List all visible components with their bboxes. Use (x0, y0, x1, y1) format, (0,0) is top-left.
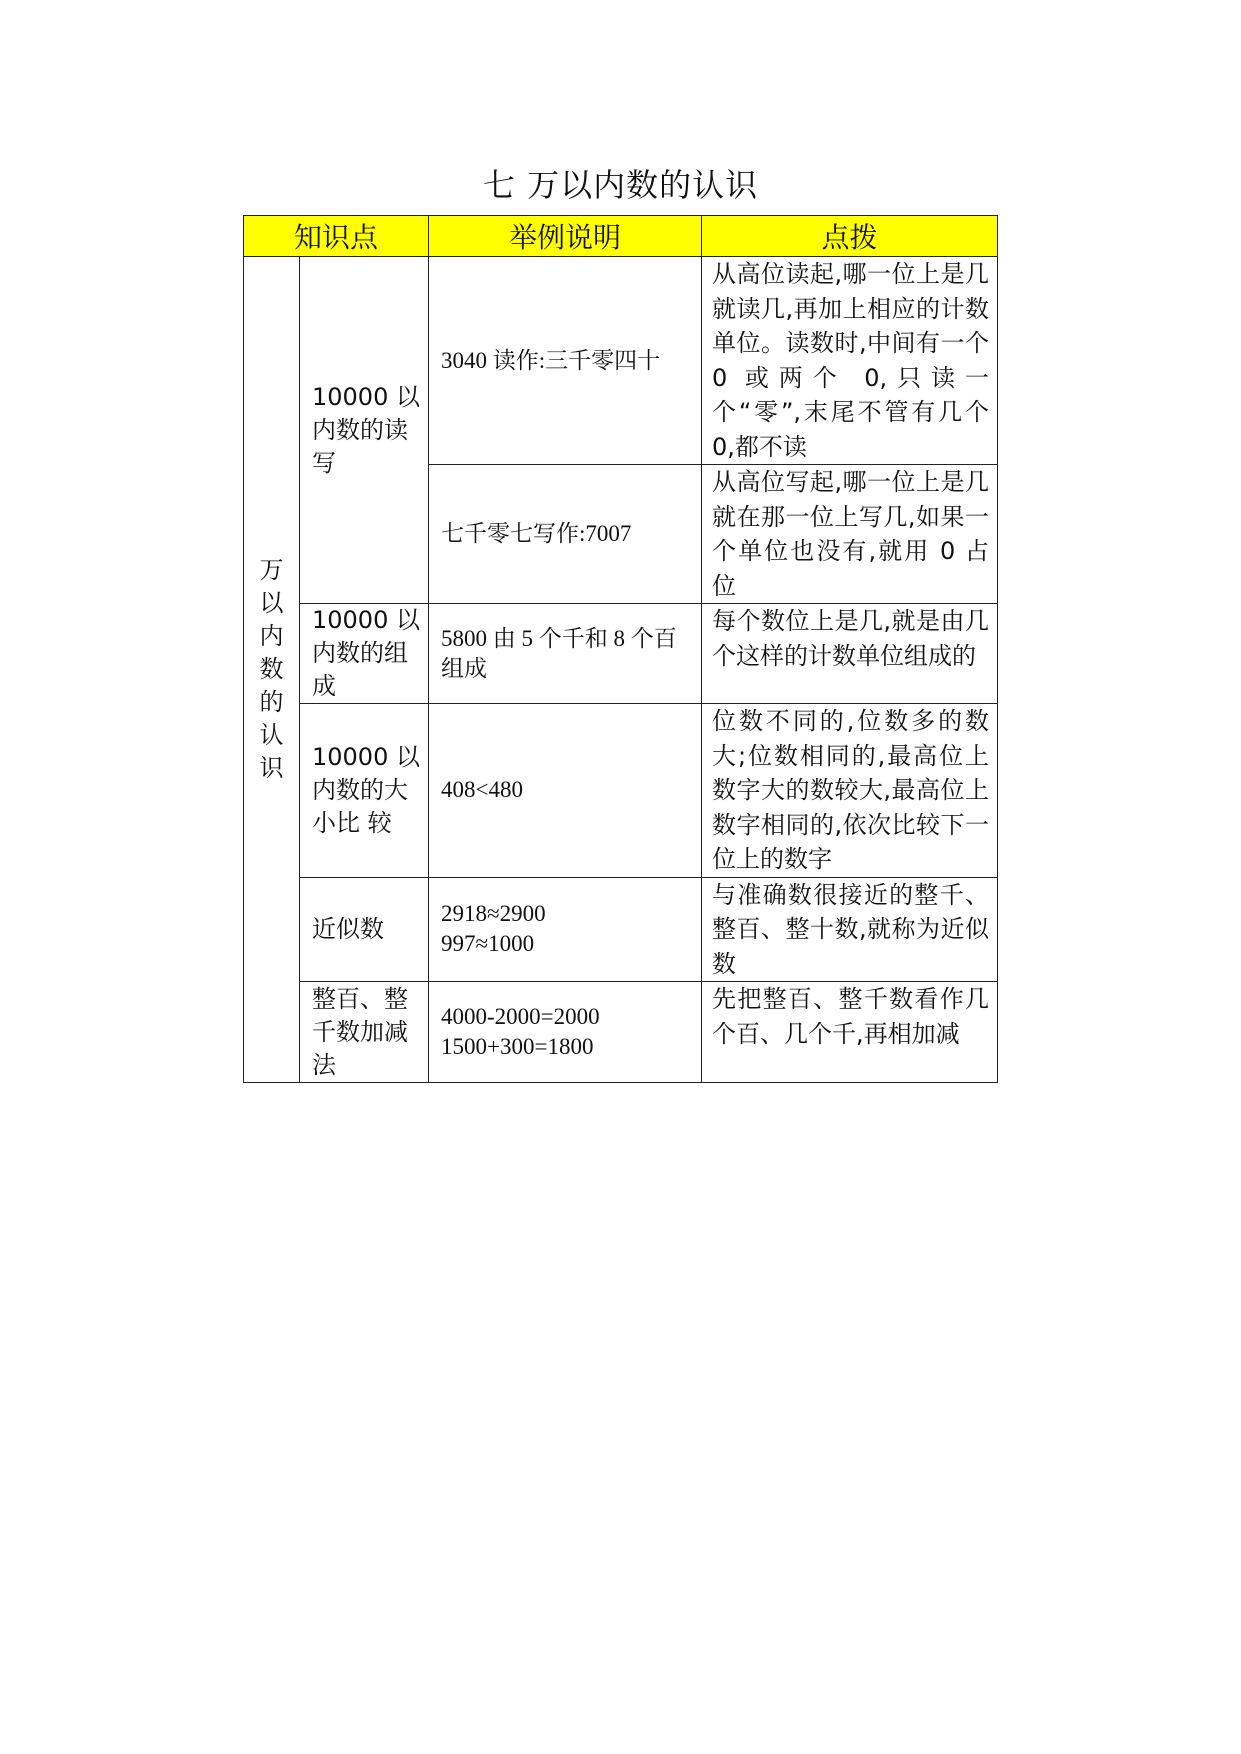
example-text: 5800 由 5 个千和 8 个百组成 (441, 625, 677, 681)
knowledge-table (243, 215, 998, 1083)
knowledge-point-cell: 近似数 (300, 877, 429, 982)
knowledge-point-cell: 整百、整千数加减法 (300, 982, 429, 1083)
table-row (244, 604, 998, 704)
table-row (244, 704, 998, 878)
table-row (244, 877, 998, 982)
example-cell (429, 877, 702, 982)
page-title: 七 万以内数的认识 (482, 166, 759, 204)
example-text: 七千零七写作:7007 (441, 521, 632, 546)
tip-cell: 位数不同的,位数多的数大;位数相同的,最高位上数字大的数较大,最高位上数字相同的,依次比较下一位上的数字 (702, 704, 998, 878)
example-cell (429, 982, 702, 1083)
knowledge-point-cell: 10000 以内数的读写 (300, 257, 429, 604)
example-text: 408<480 (441, 777, 523, 803)
example-cell (429, 465, 702, 604)
tip-cell: 从高位写起,哪一位上是几就在那一位上写几,如果一个单位也没有,就用 0 占位 (702, 465, 998, 604)
header-knowledge-point: 知识点 (244, 216, 429, 257)
tip-cell: 与准确数很接近的整千、整百、整十数,就称为近似数 (702, 877, 998, 982)
example-cell (429, 257, 702, 465)
example-text: 2918≈2900 997≈1000 (441, 901, 546, 957)
topic-label: 万以内数的认识 (259, 556, 284, 782)
knowledge-point-cell: 10000 以内数的组成 (300, 604, 429, 704)
table-row (244, 982, 998, 1083)
example-text: 3040 读作:三千零四十 (441, 347, 661, 373)
example-text: 4000-2000=2000 1500+300=1800 (441, 1004, 600, 1059)
header-tip: 点拨 (702, 216, 998, 257)
header-example: 举例说明 (429, 216, 702, 257)
example-cell (429, 704, 702, 878)
tip-cell: 先把整百、整千数看作几个百、几个千,再相加减 (702, 982, 998, 1083)
example-cell (429, 604, 702, 704)
topic-cell (244, 257, 300, 1083)
table-header-row (244, 216, 998, 257)
tip-cell: 每个数位上是几,就是由几个这样的计数单位组成的 (702, 604, 998, 704)
knowledge-point-cell: 10000 以内数的大小比 较 (300, 704, 429, 878)
table-row (244, 257, 998, 465)
tip-cell: 从高位读起,哪一位上是几就读几,再加上相应的计数单位。读数时,中间有一个 0 或两个 0,只读一个“零”,末尾不管有几个 0,都不读 (702, 257, 998, 465)
